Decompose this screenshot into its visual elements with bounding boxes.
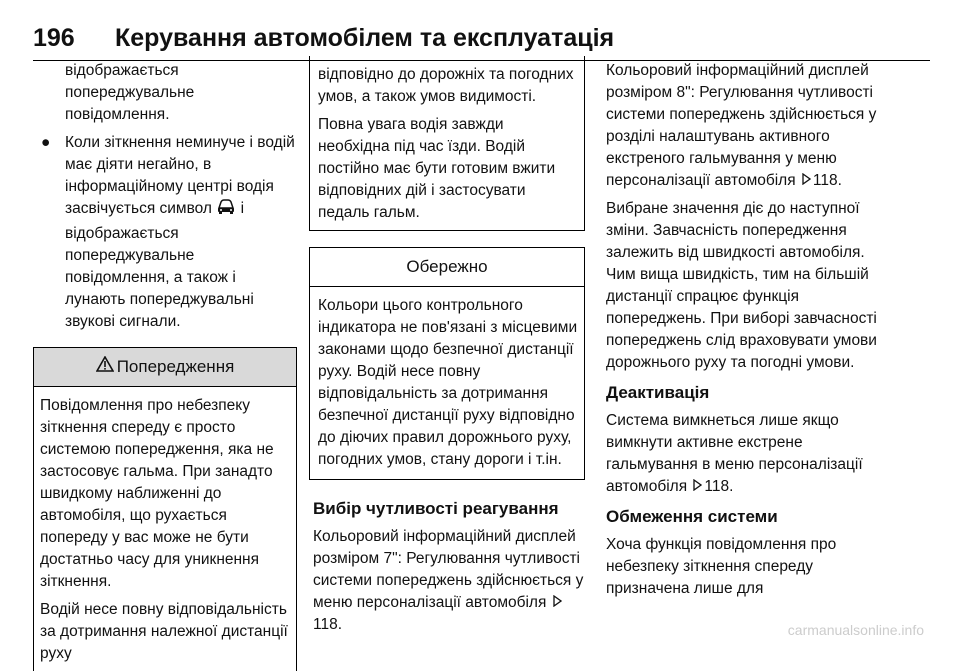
reference-arrow-icon xyxy=(553,592,562,614)
caution-paragraph: Кольори цього контрольного індикатора не пов'язані з місцевими законами щодо безпечної дистанції руху. Водій несе повну відповідальність за дотримання безпечної дистанції руху відповідно до діючих правил дорожнього руху, погодних умов, стану дороги і т.ін. xyxy=(318,297,578,468)
section-heading-deactivation: Деактивація xyxy=(606,383,710,402)
display-8-page-ref[interactable]: 118. xyxy=(812,172,842,189)
bullet-dot: ● xyxy=(41,134,51,151)
warning-continued-box xyxy=(309,56,585,231)
reference-arrow-icon xyxy=(693,476,702,498)
limitations-paragraph: Хоча функція повідомлення про небезпеку зіткнення спереду призначена лише для xyxy=(606,536,837,597)
page-header xyxy=(33,18,930,61)
caution-header xyxy=(310,248,584,287)
warning-box-continues xyxy=(33,540,297,572)
reference-arrow-icon xyxy=(802,170,811,192)
bullet-item xyxy=(37,132,299,333)
page-number: 196 xyxy=(33,24,75,52)
bullet-text-start: Коли зіткнення неминуче і водій має діяти негайно, в інформаційному центрі водія засвічується символ xyxy=(65,134,295,217)
warning-continued-1: відповідно до дорожніх та погодних умов, а також умов видимості. xyxy=(318,66,574,105)
column-3 xyxy=(606,60,886,606)
caution-title: Обережно xyxy=(406,257,488,276)
bullet-text-end: і відображається попереджувальне повідомлення, а також і лунають попереджувальні звукові сигнали. xyxy=(65,200,254,330)
deactivation-page-ref[interactable]: 118. xyxy=(704,478,734,495)
caution-box xyxy=(309,247,585,480)
column-2 xyxy=(313,62,591,642)
front-collision-car-icon xyxy=(216,198,236,223)
warning-continued-2: Повна увага водія завжди необхідна під час їзди. Водій постійно має бути готовим вжити відповідних дій і застосувати педаль гальм. xyxy=(318,116,556,221)
warning-body xyxy=(34,387,296,671)
caution-body xyxy=(310,287,584,479)
page-title: Керування автомобілем та експлуатація xyxy=(115,24,615,52)
warning-header xyxy=(34,348,296,387)
warning-box xyxy=(33,347,297,671)
display-8-paragraph: Кольоровий інформаційний дисплей розміром 8": Регулювання чутливості системи попереджень здійснюється у розділі налаштувань активного екстреного гальмування у меню персоналізації автомобіля 118. xyxy=(606,60,886,192)
section-heading-limitations: Обмеження системи xyxy=(606,507,778,526)
warning-triangle-icon xyxy=(96,356,114,378)
continued-text: відображається попереджувальне повідомлення. xyxy=(65,62,195,123)
warning-paragraph-1: Повідомлення про небезпеку зіткнення спереду є просто системою попередження, яка не застосовує гальма. При занадто швидкому наближенні до автомобіля, що рухається попереду у вас може не бути достатньо часу для уникнення зіткнення. xyxy=(40,397,274,590)
sensitivity-page-ref[interactable]: 118. xyxy=(313,616,343,633)
selected-value-paragraph: Вибране значення діє до наступної зміни. Завчасність попередження залежить від швидкості автомобіля. Чим вища швидкість, тим на більшій дистанції спрацює функція попереджень. При виборі завчасності попереджень слід враховувати умови дорожнього руху та погодні умови. xyxy=(606,200,877,371)
watermark: carmanualsonline.info xyxy=(787,622,924,638)
sensitivity-paragraph: Кольоровий інформаційний дисплей розміром 7": Регулювання чутливості системи попереджень здійснюється у меню персоналізації автомобіля 118. xyxy=(313,528,584,633)
column-1 xyxy=(37,60,299,671)
deactivation-paragraph: Система вимкнеться лише якщо вимкнути активне екстрене гальмування в меню персоналізації автомобіля 118. xyxy=(606,410,886,498)
warning-paragraph-2: Водій несе повну відповідальність за дотримання належної дистанції руху xyxy=(40,601,288,662)
section-heading-sensitivity: Вибір чутливості реагування xyxy=(313,499,559,518)
warning-title: Попередження xyxy=(116,357,235,376)
